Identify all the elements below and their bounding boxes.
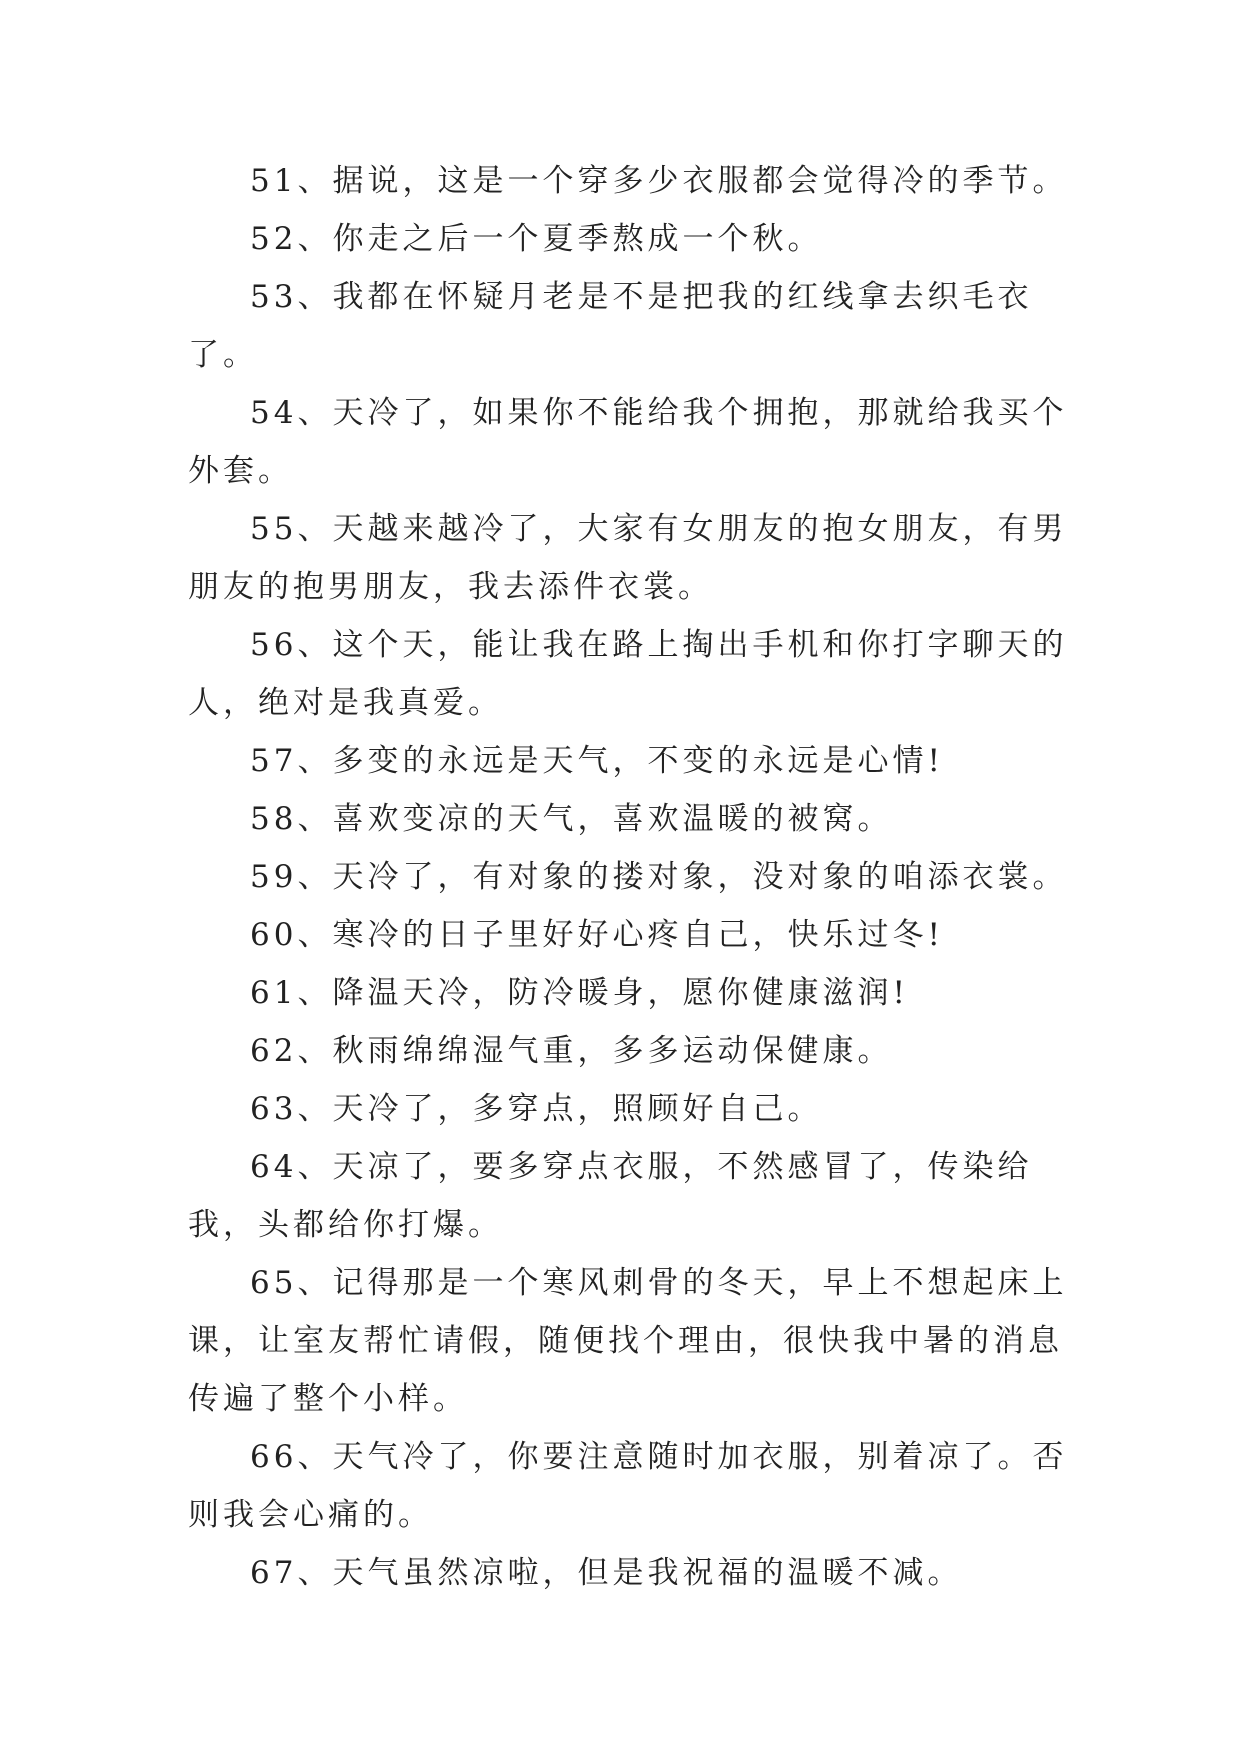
paragraph-65: 65、记得那是一个寒风刺骨的冬天，早上不想起床上课，让室友帮忙请假，随便找个理由，很快我中暑的消息传遍了整个小样。 [188,1265,1068,1417]
paragraph-51: 51、据说，这是一个穿多少衣服都会觉得冷的季节。 [250,163,1068,199]
paragraph-56: 56、这个天，能让我在路上掏出手机和你打字聊天的人，绝对是我真爱。 [188,627,1068,721]
paragraph-53: 53、我都在怀疑月老是不是把我的红线拿去织毛衣了。 [188,279,1033,373]
paragraph-66: 66、天气冷了，你要注意随时加衣服，别着凉了。否则我会心痛的。 [188,1439,1068,1533]
paragraph-63: 63、天冷了，多穿点，照顾好自己。 [250,1091,823,1127]
paragraph-52: 52、你走之后一个夏季熬成一个秋。 [250,221,823,257]
paragraph-61: 61、降温天冷，防冷暖身，愿你健康滋润! [250,975,909,1011]
paragraph-54: 54、天冷了，如果你不能给我个拥抱，那就给我买个外套。 [188,395,1068,489]
paragraph-55: 55、天越来越冷了，大家有女朋友的抱女朋友，有男朋友的抱男朋友，我去添件衣裳。 [188,511,1068,605]
paragraph-67: 67、天气虽然凉啦，但是我祝福的温暖不减。 [250,1555,963,1591]
paragraph-62: 62、秋雨绵绵湿气重，多多运动保健康。 [250,1033,893,1069]
paragraph-59: 59、天冷了，有对象的搂对象，没对象的咱添衣裳。 [250,859,1068,895]
paragraph-58: 58、喜欢变凉的天气，喜欢温暖的被窝。 [250,801,893,837]
paragraph-57: 57、多变的永远是天气，不变的永远是心情! [250,743,944,779]
document-body [188,152,1068,1602]
paragraph-60: 60、寒冷的日子里好好心疼自己，快乐过冬! [250,917,944,953]
paragraph-64: 64、天凉了，要多穿点衣服，不然感冒了，传染给我，头都给你打爆。 [188,1149,1033,1243]
